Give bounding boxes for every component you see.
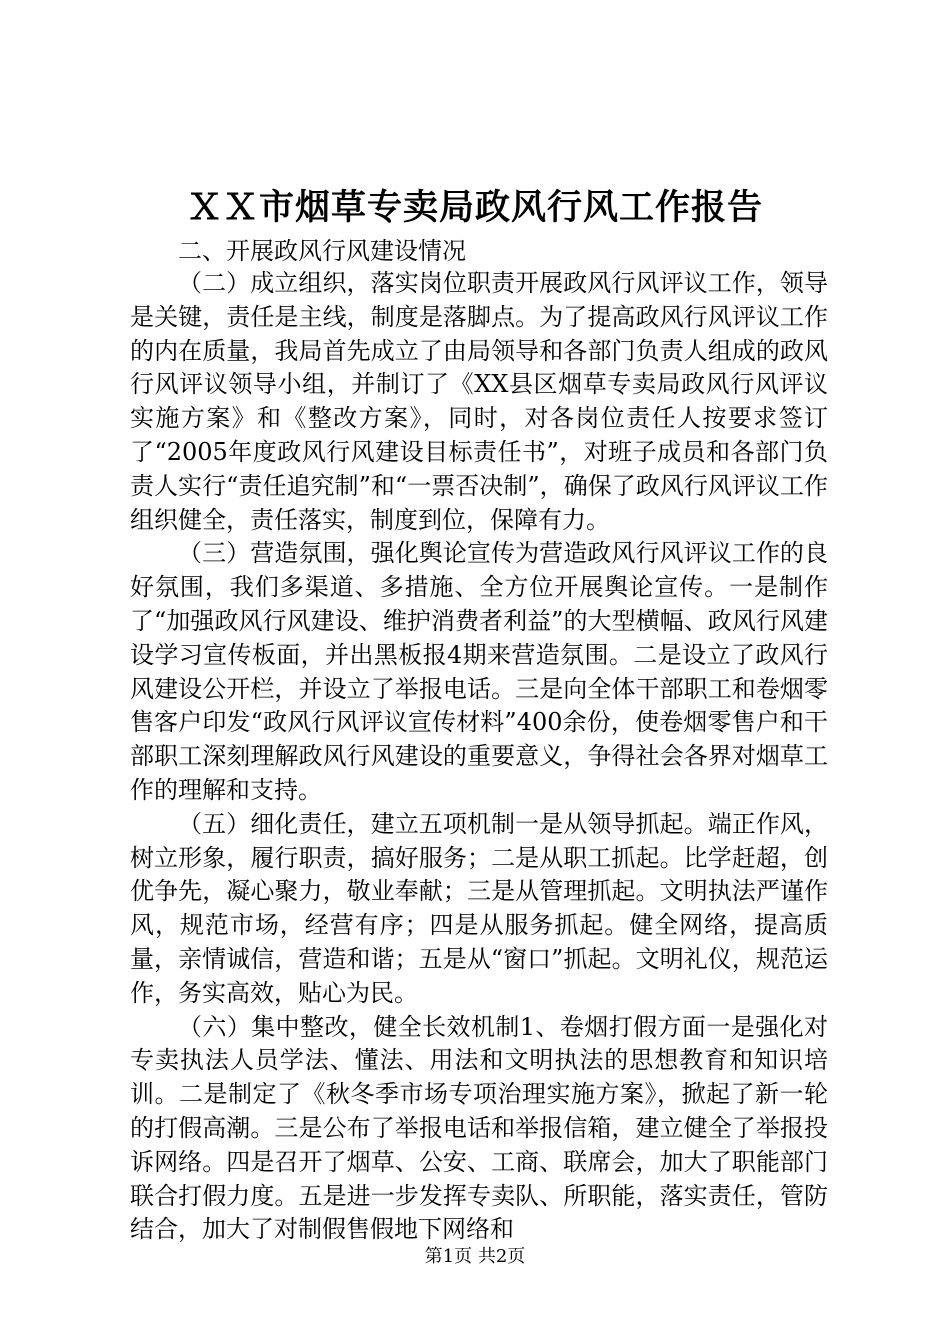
paragraph-responsibility: （五）细化责任，建立五项机制一是从领导抓起。端正作风，树立形象，履行职责，搞好服务；二是从职工抓起。比学赶超，创优争先，凝心聚力，敬业奉献；三是从管理抓起。文明执法严谨作风，规范市场，经营有序；四是从服务抓起。健全网络，提高质量，亲情诚信，营造和谐；五是从“窗口”抓起。文明礼仪，规范运作，务实高效，贴心为民。 (130, 809, 828, 1007)
document-title: ＸＸ市烟草专卖局政风行风工作报告 (186, 187, 763, 228)
page-footer: 第1页 共2页 (424, 1246, 526, 1267)
paragraph-rectification: （六）集中整改，健全长效机制1、卷烟打假方面一是强化对专卖执法人员学法、懂法、用法和文明执法的思想教育和知识培训。二是制定了《秋冬季市场专项治理实施方案》，掀起了新一轮的打假高潮。三是公布了举报电话和举报信箱，建立健全了举报投诉网络。四是召开了烟草、公安、工商、联席会，加大了职能部门联合打假力度。五是进一步发挥专卖队、所职能，落实责任，管防结合，加大了对制假售假地下网络和 (130, 1012, 828, 1244)
paragraph-organization: （二）成立组织，落实岗位职责开展政风行风评议工作，领导是关键，责任是主线，制度是落脚点。为了提高政风行风评议工作的内在质量，我局首先成立了由局领导和各部门负责人组成的政风行风评议领导小组，并制订了《XX县区烟草专卖局政风行风评议实施方案》和《整改方案》，同时，对各岗位责任人按要求签订了“2005年度政风行风建设目标责任书”，对班子成员和各部门负责人实行“责任追究制”和“一票否决制”，确保了政风行风评议工作组织健全，责任落实，制度到位，保障有力。 (130, 269, 828, 534)
paragraph-atmosphere: （三）营造氛围，强化舆论宣传为营造政风行风评议工作的良好氛围，我们多渠道、多措施、全方位开展舆论宣传。一是制作了“加强政风行风建设、维护消费者利益”的大型横幅、政风行风建设学习宣传板面，并出黑板报4期来营造氛围。二是设立了政风行风建设公开栏，并设立了举报电话。三是向全体干部职工和卷烟零售客户印发“政风行风评议宣传材料”400余份，使卷烟零售户和干部职工深刻理解政风行风建设的重要意义，争得社会各界对烟草工作的理解和支持。 (130, 539, 828, 804)
section-heading: 二、开展政风行风建设情况 (178, 237, 466, 265)
document-body (130, 235, 828, 1247)
